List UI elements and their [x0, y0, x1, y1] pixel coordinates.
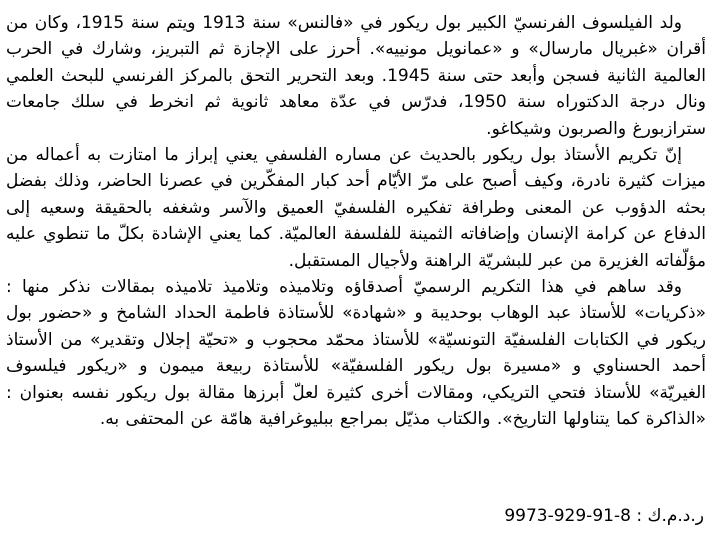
paragraph-contributions: وقد ساهم في هذا التكريم الرسميّ أصدقاؤه وتلاميذه وتلاميذ تلاميذه بمقالات نذكر منها : «ذكريات» للأستاذ عبد الوهاب بوحديبة و «شهادة» للأستاذة فاطمة الحداد الشامخ و «حضور بول ريكور في الكتابات الفلسفيّة التونسيّة» للأستاذ محمّد محجوب و «تحيّة إجلال وتقدير» من الأستاذ أحمد الحسناوي و «مسيرة بول ريكور الفلسفيّة» للأستاذة ربيعة ميمون و «ريكور فيلسوف الغيريّة» للأستاذ فتحي التريكي، ومقالات أخرى كثيرة لعلّ أبرزها مقالة بول ريكور نفسه بعنوان : «الذاكرة كما يتناولها التاريخ». والكتاب مذيّل بمراجع ببليوغرافية هامّة عن المحتفى به.: [6, 277, 706, 430]
isbn-line: ر.د.م.ك : 8-91-929-9973: [504, 506, 704, 526]
paragraph-biography: ولد الفيلسوف الفرنسيّ الكبير بول ريكور في «فالنس» سنة 1913 ويتم سنة 1915، وكان من أقران «غبريال مارسال» و «عمانويل مونييه». أحرز على الإجازة ثم التبريز، وشارك في الحرب العالمية الثانية فسجن وأبعد حتى سنة 1945. وبعد التحرير التحق بالمركز الفرنسي للبحث العلمي ونال درجة الدكتوراه سنة 1950، فدرّس في عدّة معاهد ثانوية ثم انخرط في سلك جامعات سترازبورغ والصربون وشيكاغو.: [6, 13, 706, 139]
paragraph-tribute: إنّ تكريم الأستاذ بول ريكور بالحديث عن مساره الفلسفي يعني إبراز ما امتازت به أعماله من ميزات كثيرة نادرة، وكيف أصبح على مرّ الأيّام أحد كبار المفكّرين في عصرنا الحاضر، وذلك بفضل بحثه الدؤوب عن المعنى وطرافة تفكيره الفلسفيّ العميق والآسر وشغفه بالحقيقة وسعيه إلى الدفاع عن كرامة الإنسان وإضافاته الثمينة للفلسفة العالميّة. كما يعني الإشادة بكلّ ما تنطوي عليه مؤلّفاته الغزيرة من عبر للبشريّة الراهنة ولأجيال المستقبل.: [6, 145, 706, 271]
